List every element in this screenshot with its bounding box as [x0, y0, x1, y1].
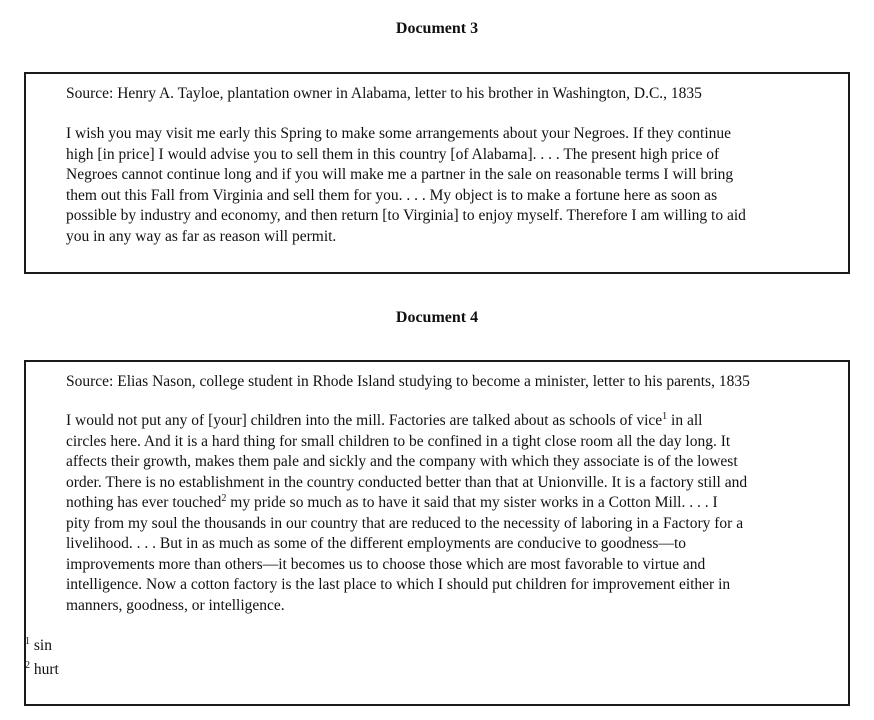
text-line: I wish you may visit me early this Spring to make some arrangements about your Negroes. If they continue	[66, 125, 732, 142]
document-4-title: Document 4	[395, 309, 479, 326]
footnote-mark: 1	[25, 636, 30, 647]
text-line: possible by industry and economy, and then return [to Virginia] to enjoy myself. Therefore I am willing to aid	[66, 207, 746, 224]
text-line	[66, 493, 747, 514]
text-line: intelligence. Now a cotton factory is the last place to which I should put children for improvement either in	[66, 576, 731, 593]
text-line: improvements more than others—it becomes us to choose those which are most favorable to virtue and	[66, 555, 706, 573]
footnote-ref-1: 1	[662, 411, 668, 422]
text-segment: I would not put any of [your] children into the mill. Factories are talked about as schools of vice	[66, 412, 663, 429]
footnote-text: hurt	[33, 661, 59, 678]
text-line: Negroes cannot continue long and if you will make me a partner in the sale on reasonable terms I will bring	[66, 166, 734, 183]
text-segment: nothing has ever touched	[66, 494, 222, 511]
text-line	[66, 411, 747, 432]
text-segment: my pride so much as to have it said that my sister works in a Cotton Mill. . . . I	[226, 494, 718, 511]
footnote-2	[25, 660, 59, 681]
text-line: livelihood. . . . But in as much as some of the different employments are conducive to goodness—to	[66, 535, 687, 552]
document-4-source: Source: Elias Nason, college student in Rhode Island studying to become a minister, letter to his parents, 1835	[66, 373, 750, 390]
document-3-title: Document 3	[395, 20, 479, 37]
document-4-text	[66, 411, 747, 616]
text-line: manners, goodness, or intelligence.	[66, 596, 285, 614]
text-segment: in all	[667, 412, 703, 429]
document-3-source: Source: Henry A. Tayloe, plantation owner in Alabama, letter to his brother in Washington, D.C., 1835	[66, 85, 702, 102]
footnote-ref-2: 2	[221, 493, 227, 504]
text-line: you in any way as far as reason will permit.	[66, 227, 337, 245]
footnote-1	[25, 636, 52, 657]
footnote-text: sin	[33, 637, 52, 654]
text-line: them out this Fall from Virginia and sell them for you. . . . My object is to make a fortune here as soon as	[66, 186, 718, 204]
document-3-text	[66, 124, 746, 247]
text-line: order. There is no establishment in the country conducted better than that at Unionville. It is a factory still and	[66, 473, 748, 491]
footnote-mark: 2	[25, 660, 30, 671]
text-line: affects their growth, makes them pale and sickly and the company with which they associate is of the lowest	[66, 453, 738, 470]
text-line: high [in price] I would advise you to sell them in this country [of Alabama]. . . . The present high price of	[66, 145, 720, 163]
text-line: circles here. And it is a hard thing for small children to be confined in a tight close room all the day long. It	[66, 432, 731, 450]
text-line: pity from my soul the thousands in our country that are reduced to the necessity of laboring in a Factory for a	[66, 514, 744, 532]
